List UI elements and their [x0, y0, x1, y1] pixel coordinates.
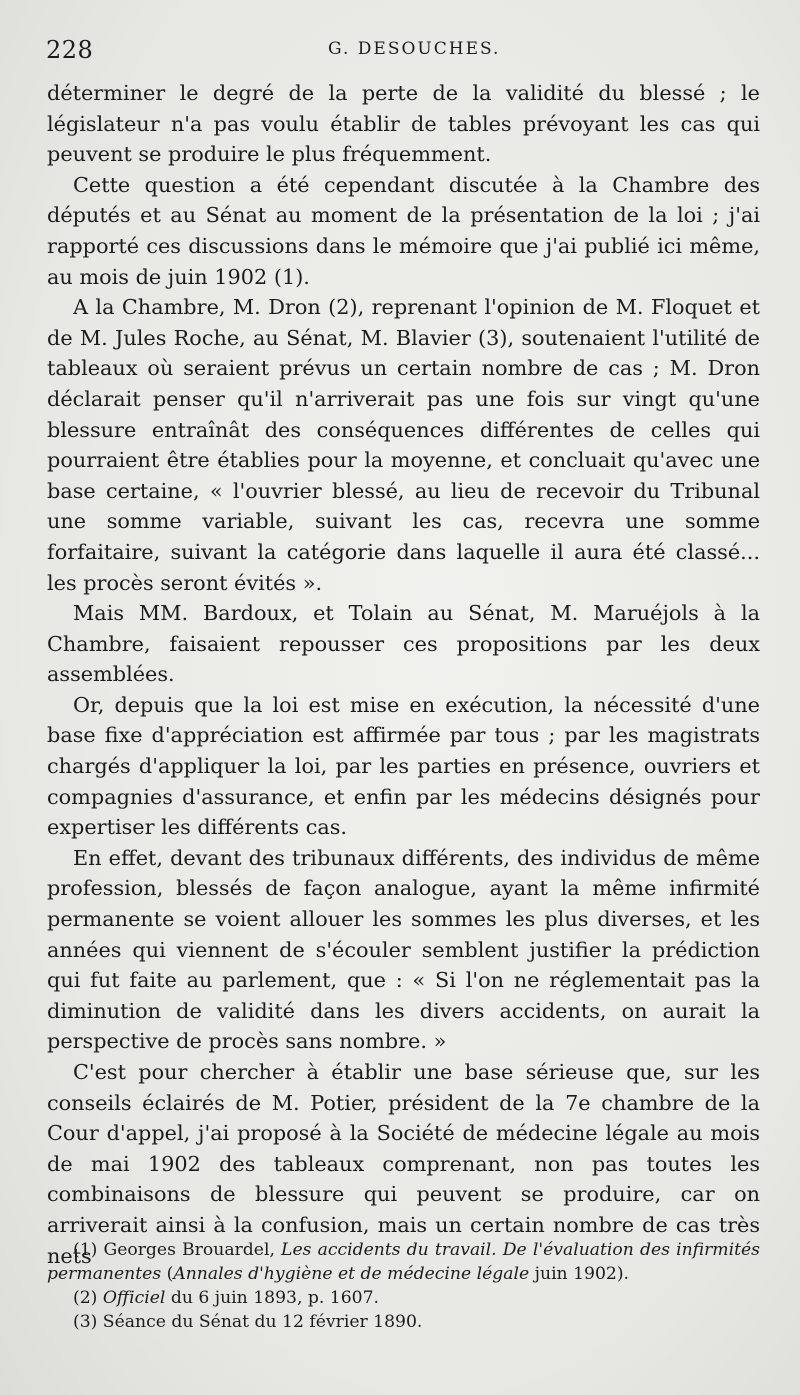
paragraph: déterminer le degré de la perte de la validité du blessé ; le législateur n'a pas voulu établir de tables prévoyant les cas qui peuvent se produire le plus fréquemment. [47, 81, 760, 167]
paragraph: A la Chambre, M. Dron (2), reprenant l'opinion de M. Floquet et de M. Jules Roche, au Sénat, M. Blavier (3), soutenaient l'utilité de tableaux où seraient prévus un certain nombre de cas ; M. Dron déclarait penser qu'il n'arriverait pas une fois sur vingt qu'une blessure entraînât des conséquences différentes de celles qui pourraient être établies pour la moyenne, et concluait qu'avec une base certaine, « l'ouvrier blessé, au lieu de recevoir du Tribunal une somme variable, suivant les cas, recevra une somme forfaitaire, suivant la catégorie dans laquelle il aura été classé... les procès seront évités ». [47, 295, 760, 595]
page-header [46, 36, 754, 76]
paragraph: C'est pour chercher à établir une base sérieuse que, sur les conseils éclairés de M. Potier, président de la 7e chambre de la Cour d'appel, j'ai proposé à la Société de médecine légale au mois de mai 1902 des tableaux comprenant, non pas toutes les combinaisons de blessure qui peuvent se produire, car on arriverait ainsi à la confusion, mais un certain nombre de cas très nets [47, 1060, 760, 1268]
footnote-3: (3) Séance du Sénat du 12 février 1890. [73, 1312, 423, 1332]
paragraph: Cette question a été cependant discutée à la Chambre des députés et au Sénat au moment de la présentation de la loi ; j'ai rapporté ces discussions dans le mémoire que j'ai publié ici même, au mois de juin 1902 (1). [47, 172, 760, 289]
footnote-2-title: Officiel [102, 1288, 166, 1308]
footnote-1 [47, 1238, 760, 1286]
paragraph: Mais MM. Bardoux, et Tolain au Sénat, M. Maruéjols à la Chambre, faisaient repousser ces propositions par les deux assemblées. [47, 601, 760, 687]
footnote-1-title: Les accidents du travail. De l'évaluation des infirmités permanentes [47, 1240, 761, 1284]
paragraph: Or, depuis que la loi est mise en exécution, la nécessité d'une base fixe d'appréciation est affirmée par tous ; par les magistrats chargés d'appliquer la loi, par les parties en présence, ouvriers et compagnies d'assurance, et enfin par les médecins désignés pour expertiser les différents cas. [47, 692, 760, 840]
footnote-2-suffix: du 6 juin 1893, p. 1607. [165, 1288, 380, 1308]
page-number: 228 [46, 36, 94, 64]
footnote-1-suffix: juin 1902). [529, 1264, 630, 1284]
paragraph: En effet, devant des tribunaux différents, des individus de même profession, blessés de façon analogue, ayant la même infirmité permanente se voient allouer les sommes les plus diverses, et les années qui viennent de s'écouler semblent justifier la prédiction qui fut faite au parlement, que : « Si l'on ne réglementait pas la diminution de validité dans les divers accidents, on aurait la perspective de procès sans nombre. » [47, 845, 760, 1054]
footnote-1-mid: ( [161, 1264, 174, 1284]
footnote-2-prefix: (2) [73, 1288, 103, 1308]
footnote-1-prefix: (1) Georges Brouardel, [73, 1240, 282, 1260]
footnotes [47, 1238, 760, 1334]
footnote-1-journal: Annales d'hygiène et de médecine légale [173, 1264, 530, 1284]
main-text [47, 78, 760, 1271]
footnote-2 [47, 1286, 760, 1310]
running-head: G. DESOUCHES. [328, 39, 501, 59]
